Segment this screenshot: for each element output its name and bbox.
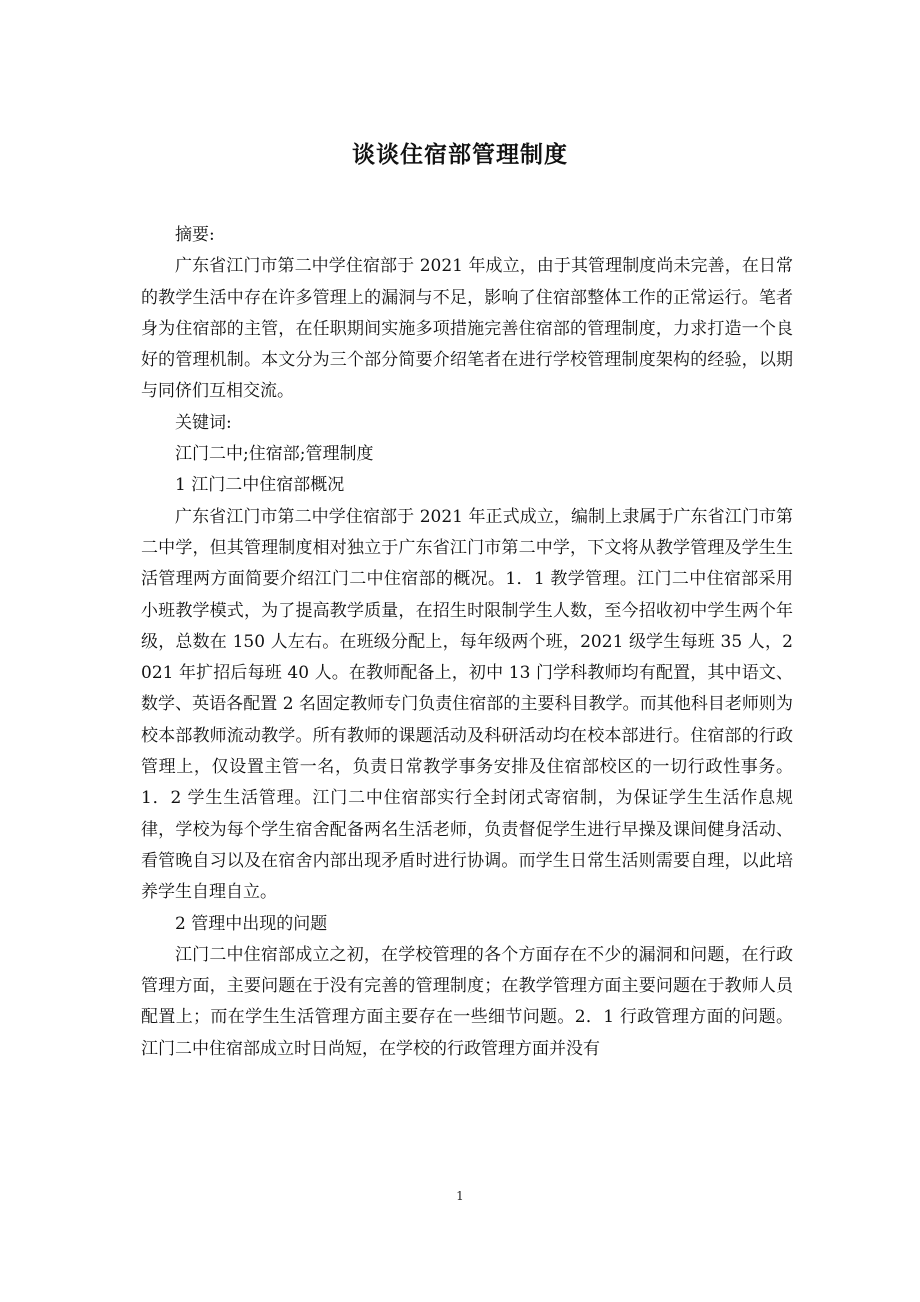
document-title: 谈谈住宿部管理制度 <box>352 142 568 168</box>
document-body <box>141 220 793 1065</box>
section-2-heading: 2 管理中出现的问题 <box>175 913 328 934</box>
abstract-heading: 摘要: <box>175 225 215 245</box>
section-1-heading: 1 江门二中住宿部概况 <box>175 475 345 496</box>
keywords-heading: 关键词: <box>175 412 232 433</box>
abstract-paragraph: 广东省江门市第二中学住宿部于 2021 年成立，由于其管理制度尚未完善，在日常的教学生活中存在许多管理上的漏洞与不足，影响了住宿部整体工作的正常运行。笔者身为住宿部的主管，在任职期间实施多项措施完善住宿部的管理制度，力求打造一个良好的管理机制。本文分为三个部分简要介绍笔者在进行学校管理制度架构的经验，以期与同侪们互相交流。 <box>141 256 793 402</box>
keywords-text: 江门二中;住宿部;管理制度 <box>175 444 374 465</box>
section-1-paragraph: 广东省江门市第二中学住宿部于 2021 年正式成立，编制上隶属于广东省江门市第二中学，但其管理制度相对独立于广东省江门市第二中学，下文将从教学管理及学生生活管理两方面简要介绍江门二中住宿部的概况。1．1 教学管理。江门二中住宿部采用小班教学模式，为了提高教学质量，在招生时限制学生人数，至今招收初中学生两个年级，总数在 150 人左右。在班级分配上，每年级两个班，2021 级学生每班 35 人，2021 年扩招后每班 40 人。在教师配备上，初中 13 门学科教师均有配置，其中语文、数学、英语各配置 2 名固定教师专门负责住宿部的主要科目教学。而其他科目老师则为校本部教师流动教学。所有教师的课题活动及科研活动均在校本部进行。住宿部的行政管理上，仅设置主管一名，负责日常教学事务安排及住宿部校区的一切行政性事务。1．2 学生生活管理。江门二中住宿部实行全封闭式寄宿制，为保证学生生活作息规律，学校为每个学生宿舍配备两名生活老师，负责督促学生进行早操及课间健身活动、看管晚自习以及在宿舍内部出现矛盾时进行协调。而学生日常生活则需要自理，以此培养学生自理自立。 <box>141 506 793 903</box>
page-number: 1 <box>456 1189 464 1203</box>
section-2-paragraph: 江门二中住宿部成立之初，在学校管理的各个方面存在不少的漏洞和问题，在行政管理方面，主要问题在于没有完善的管理制度；在教学管理方面主要问题在于教师人员配置上；而在学生生活管理方面主要存在一些细节问题。2．1 行政管理方面的问题。江门二中住宿部成立时日尚短，在学校的行政管理方面并没有 <box>141 944 793 1059</box>
